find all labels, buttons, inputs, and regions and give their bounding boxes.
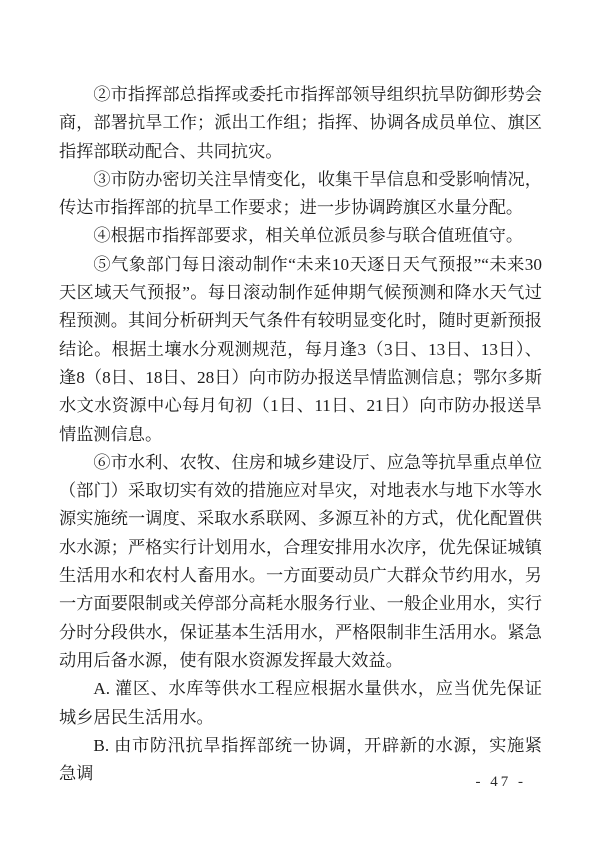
paragraph-item-b: B. 由市防汛抗旱指挥部统一协调，开辟新的水源，实施紧急调	[59, 735, 542, 784]
paragraph-item-4: ④根据市指挥部要求，相关单位派员参与联合值班值守。	[93, 226, 524, 246]
page-body	[59, 81, 542, 788]
paragraph-item-a: A. 灌区、水库等供水工程应根据水量供水，应当优先保证城乡居民生活用水。	[59, 679, 542, 727]
paragraph-item-5: ⑤气象部门每日滚动制作“未来10天逐日天气预报”“未来30天区域天气预报”。每日滚动制作延伸期气候预测和降水天气过程预测。其间分析研判天气条件有较明显变化时，随时更新预报结论。根据土壤水分观测规范，每月逢3（3日、13日、13日）、逢8（8日、18日、28日）向市防办报送旱情监测信息；鄂尔多斯水文水资源中心每月旬初（1日、11日、21日）向市防办报送旱情监测信息。	[59, 254, 542, 444]
paragraph-item-6: ⑥市水利、农牧、住房和城乡建设厅、应急等抗旱重点单位（部门）采取切实有效的措施应对旱灾，对地表水与地下水等水源实施统一调度、采取水系联网、多源互补的方式，优化配置供水水源；严格实行计划用水，合理安排用水次序，优先保证城镇生活用水和农村人畜用水。一方面要动员广大群众节约用水，另一方面要限制或关停部分高耗水服务行业、一般企业用水，实行分时分段供水，保证基本生活用水，严格限制非生活用水。紧急动用后备水源，使有限水资源发挥最大效益。	[59, 452, 542, 670]
paragraph-item-2: ②市指挥部总指挥或委托市指挥部领导组织抗旱防御形势会商，部署抗旱工作；派出工作组；指挥、协调各成员单位、旗区指挥部联动配合、共同抗灾。	[59, 85, 542, 161]
page-number: - 47 -	[475, 774, 526, 790]
paragraph-item-3: ③市防办密切关注旱情变化，收集干旱信息和受影响情况，传达市指挥部的抗旱工作要求；进一步协调跨旗区水量分配。	[59, 169, 542, 218]
